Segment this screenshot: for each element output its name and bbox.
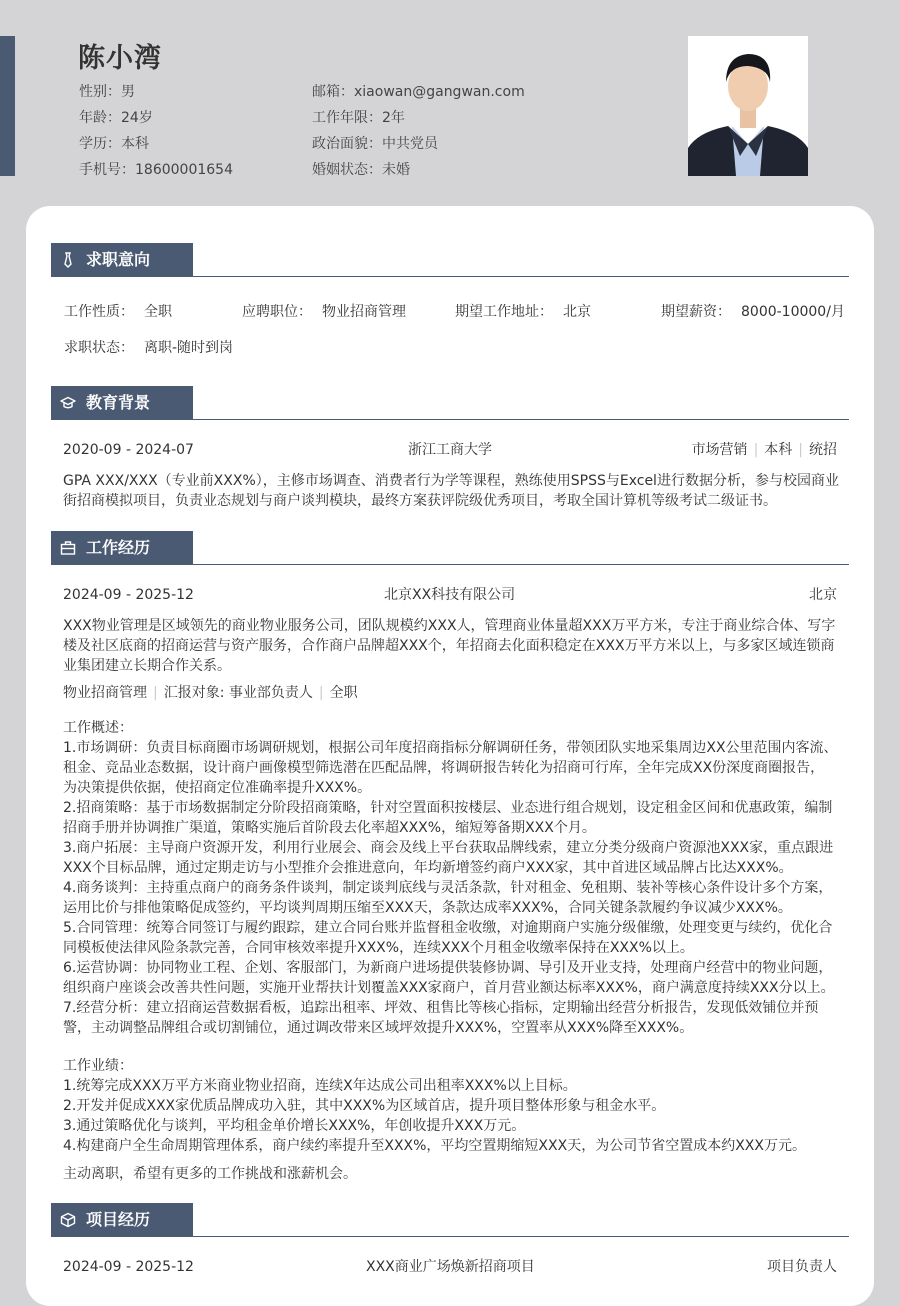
work-jobtype: 全职 [329,685,358,701]
divider: | [753,442,759,458]
section-work-tag [51,531,193,565]
section-education-title: 教育背景 [86,393,151,412]
work-company-intro: XXX物业管理是区域领先的商业物业服务公司，团队规模约XXX人，管理商业体量超XXX万平方米，专注于商业综合体、写字楼及社区底商的招商运营与资产服务，合作商户品牌超XXX个，年招商去化面积稳定在XXX万平方米以上，与多家区域连锁商业集团建立长期合作关系。 [63,618,836,674]
basic-info-right [312,79,525,183]
work-leave-reason: 主动离职，希望有更多的工作挑战和涨薪机会。 [63,1166,357,1182]
section-education-tag [51,386,193,420]
work-achievement-line: 2.开发并促成XXX家优质品牌成功入驻，其中XXX%为区域首店，提升项目整体形象与租金水平。 [63,1098,666,1114]
section-work-header [51,531,849,565]
intent-status-label: 求职状态： [64,340,134,356]
work-achievement-line: 4.构建商户全生命周期管理体系，商户续约率提升至XXX%，平均空置期缩短XXX天，为公司节省空置成本约XXX万元。 [63,1138,806,1154]
education-type: 统招 [809,442,837,458]
divider: | [153,685,158,701]
work-company: 北京XX科技有限公司 [384,587,516,603]
marital-label: 婚姻状态： [312,162,382,178]
intent-location [455,302,591,322]
age-value: 24岁 [121,110,153,126]
political-value: 中共党员 [382,136,438,152]
intent-location-value: 北京 [563,304,591,320]
work-summary-title: 工作概述： [63,720,133,736]
education-school: 浙江工商大学 [408,442,492,458]
work-summary-line: XXX个目标品牌，通过定期走访与小型推介会推进意向，年均新增签约商户XXX家，其中首进区域品牌占比达XXX%。 [63,860,793,876]
work-summary-line: 为决策提供依据，使招商定位准确率提升XXX%。 [63,780,372,796]
section-education-line [51,419,849,420]
section-education-header [51,386,849,420]
work-summary-line: 租金、竞品业态数据，设计商户画像模型筛选潜在匹配品牌，将调研报告转化为招商可行库，全年完成XX份深度商圈报告， [63,760,825,776]
age-label: 年龄： [79,110,121,126]
work-summary-line: 1.市场调研：负责目标商圈市场调研规划，根据公司年度招商指标分解调研任务，带领团队实地采集周边XX公里范围内客流、 [63,740,838,756]
work-achievement-line: 1.统筹完成XXX万平方米商业物业招商，连续X年达成公司出租率XXX%以上目标。 [63,1078,577,1094]
work-summary-line: 组织商户座谈会改善共性问题，实施开业帮扶计划覆盖XXX家商户，首月营业额达标率XXX%，商户满意度持续XXX分以上。 [63,980,835,996]
section-work-line [51,564,849,565]
work-summary-line: 2.招商策略：基于市场数据制定分阶段招商策略，针对空置面积按楼层、业态进行组合规划，设定租金区间和优惠政策，编制 [63,800,833,816]
email-label: 邮箱： [312,84,354,100]
work-summary-line: 5.合同管理：统筹合同签订与履约跟踪，建立合同台账并监督租金收缴，对逾期商户实施分级催缴，处理变更与续约，优化合 [63,920,833,936]
graduation-cap-icon [60,395,76,411]
intent-nature-value: 全职 [144,304,172,320]
work-period: 2024-09 - 2025-12 [63,587,194,603]
intent-salary [661,302,845,322]
political-label: 政治面貌： [312,136,382,152]
intent-status-value: 离职-随时到岗 [144,340,234,356]
work-summary-line: 7.经营分析：建立招商运营数据看板，追踪出租率、坪效、租售比等核心指标，定期输出经营分析报告，发现低效铺位并预 [63,1000,819,1016]
work-years-label: 工作年限： [312,110,382,126]
gender-value: 男 [121,84,135,100]
gender-label: 性别： [79,84,121,100]
work-achievements-title: 工作业绩： [63,1058,133,1074]
work-role: 物业招商管理 [63,685,147,701]
work-summary-line: 招商手册并协调推广渠道，策略实施后首阶段去化率超XXX%，缩短筹备期XXX个月。 [63,820,596,836]
work-summary-line: 6.运营协调：协同物业工程、企划、客服部门，为新商户进场提供装修协调、导引及开业支持，处理商户经营中的物业问题， [63,960,833,976]
email-value: xiaowan@gangwan.com [354,84,525,100]
section-project-title: 项目经历 [86,1210,151,1229]
section-intent-tag [51,243,193,277]
work-summary [63,718,839,1038]
section-intent-header [51,243,849,277]
work-summary-line: 运用比价与排他策略促成签约，平均谈判周期压缩至XXX天，条款达成率XXX%，合同关键条款履约争议减少XXX%。 [63,900,792,916]
education-degree: 本科 [764,442,793,458]
intent-salary-label: 期望薪资： [661,304,731,320]
intent-nature-label: 工作性质： [64,304,134,320]
work-years-value: 2年 [382,110,405,126]
work-achievement-line: 3.通过策略优化与谈判，平均租金单价增长XXX%，年创收提升XXX万元。 [63,1118,526,1134]
intent-salary-value: 8000-10000/月 [741,304,845,320]
project-name: XXX商业广场焕新招商项目 [366,1259,535,1275]
phone-value: 18600001654 [135,162,233,178]
education-label: 学历： [79,136,121,152]
intent-location-label: 期望工作地址： [455,304,553,320]
work-meta [63,683,358,703]
work-summary-line: 4.商务谈判：主持重点商户的商务条件谈判，制定谈判底线与灵活条款，针对租金、免租期、装补等核心条件设计多个方案， [63,880,833,896]
intent-position-label: 应聘职位： [242,304,312,320]
section-project-tag [51,1203,193,1237]
candidate-name: 陈小湾 [78,43,162,74]
education-major: 市场营销 [691,442,748,458]
intent-nature [64,302,172,322]
intent-position [242,302,406,322]
work-report: 汇报对象: 事业部负责人 [163,685,313,701]
marital-value: 未婚 [382,162,410,178]
divider: | [318,685,324,701]
section-project-line [51,1236,849,1237]
work-summary-line: 3.商户拓展：主导商户资源开发，利用行业展会、商会及线上平台获取品牌线索，建立分类分级商户资源池XXX家，重点跟进 [63,840,834,856]
tie-icon [60,252,76,268]
section-work-title: 工作经历 [86,538,151,557]
section-project-header [51,1203,849,1237]
cube-icon [60,1212,76,1228]
work-summary-line: 警，主动调整品牌组合或切割铺位，通过调改带来区域坪效提升XXX%，空置率从XXX%降至XXX%。 [63,1020,694,1036]
phone-label: 手机号： [79,162,135,178]
section-intent-line [51,276,849,277]
intent-position-value: 物业招商管理 [322,304,406,320]
project-role: 项目负责人 [767,1259,837,1275]
section-intent-title: 求职意向 [86,250,151,269]
basic-info-left [79,79,233,183]
education-meta [692,440,837,460]
briefcase-icon [60,540,76,556]
work-city: 北京 [809,587,837,603]
work-achievements [63,1056,839,1156]
divider: | [798,442,803,458]
work-summary-line: 同模板使法律风险条款完善，合同审核效率提升XXX%，连续XXX个月租金收缴率保持在XXX%以上。 [63,940,694,956]
project-period: 2024-09 - 2025-12 [63,1259,194,1275]
profile-photo [688,36,808,176]
header-accent-bar [0,36,15,176]
education-value: 本科 [121,136,149,152]
intent-status [64,338,233,358]
education-period: 2020-09 - 2024-07 [63,442,194,458]
education-description: GPA XXX/XXX（专业前XXX%），主修市场调查、消费者行为学等课程，熟练使用SPSS与Excel进行数据分析，参与校园商业街招商模拟项目，负责业态规划与商户谈判模块，最终方案获评院级优秀项目，考取全国计算机等级考试二级证书。 [63,473,839,509]
